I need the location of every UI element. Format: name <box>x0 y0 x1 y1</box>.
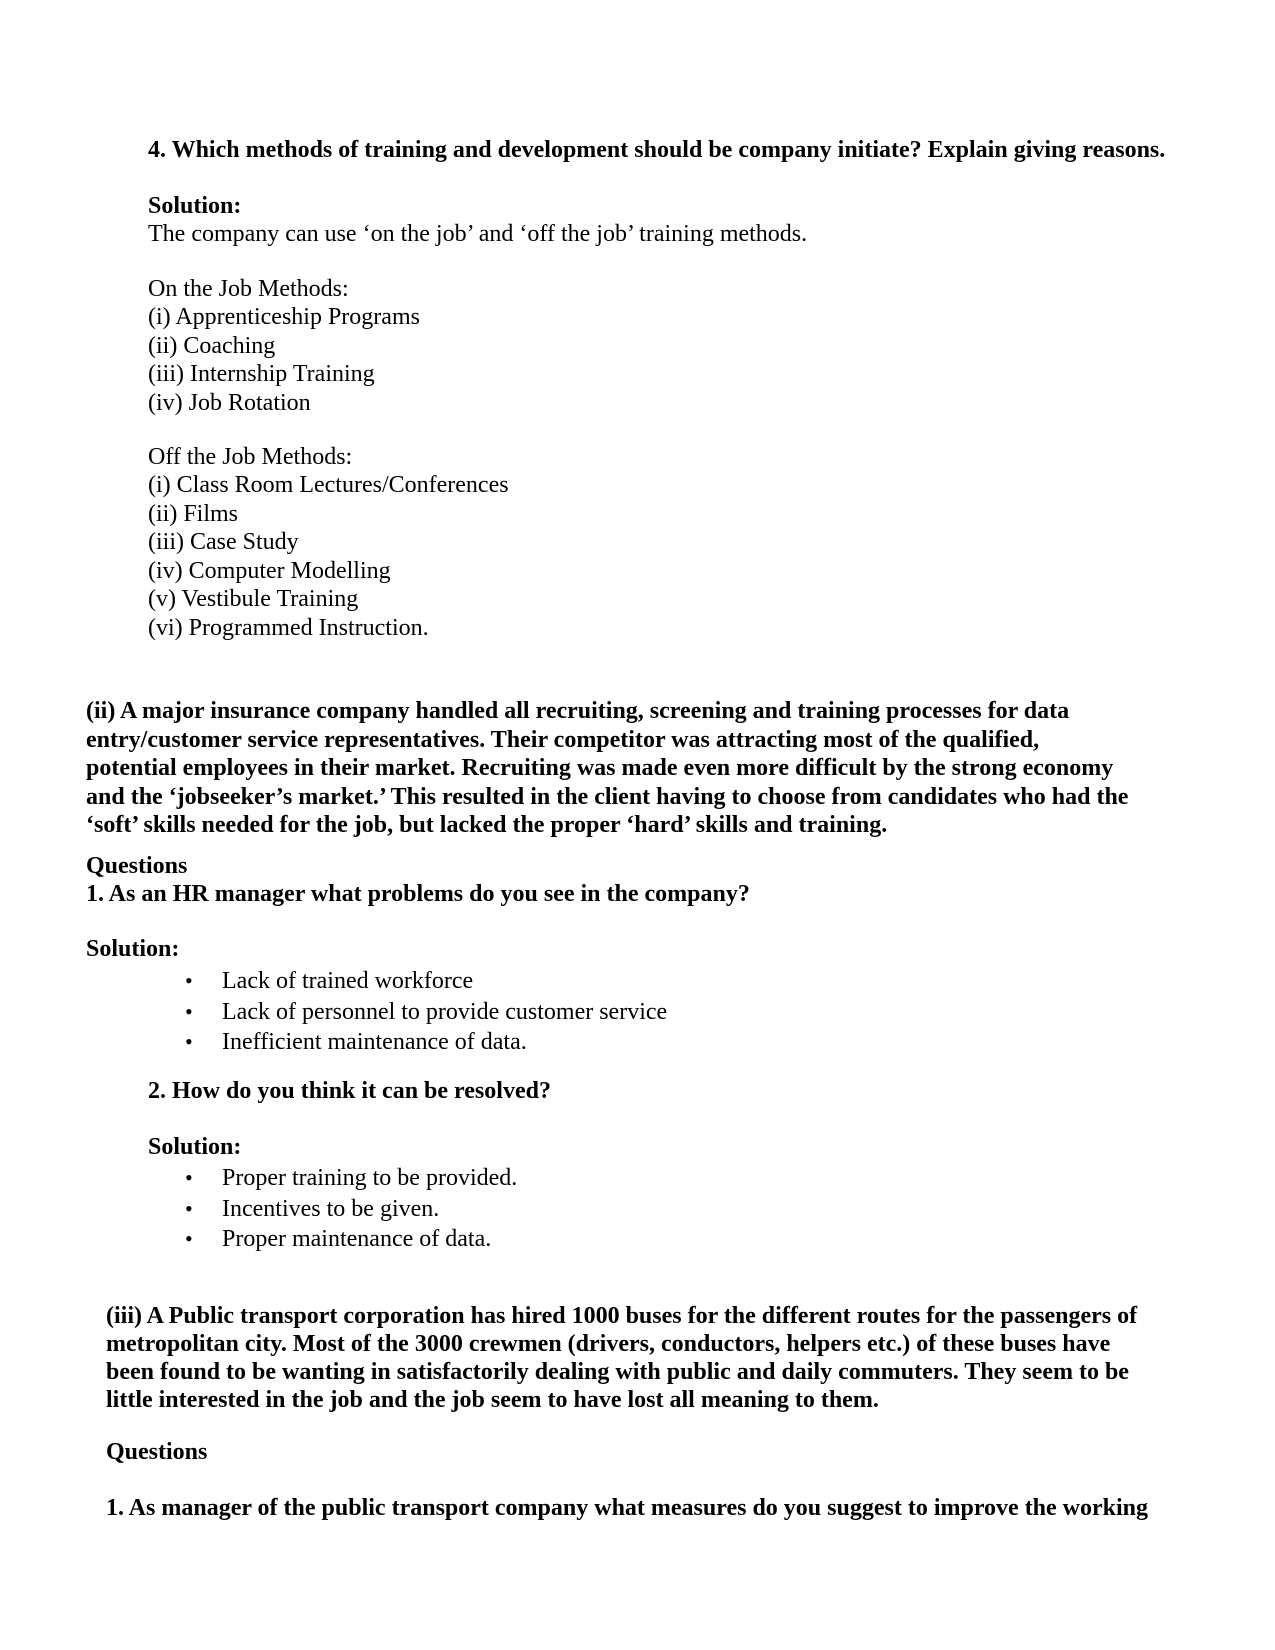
paragraph-line: and the ‘jobseeker’s market.’ This resulted in the client having to choose from candidates who had the <box>86 783 1129 810</box>
bullet-icon: • <box>185 1165 193 1190</box>
on-job-list <box>148 303 420 417</box>
paragraph-line: ‘soft’ skills needed for the job, but lacked the proper ‘hard’ skills and training. <box>86 812 888 838</box>
q4-solution-text: The company can use ‘on the job’ and ‘off the job’ training methods. <box>148 221 808 247</box>
case-ii-questions-label: Questions <box>86 853 188 879</box>
list-item: • Incentives to be given. <box>222 1194 517 1225</box>
case-iii-question-1: 1. As manager of the public transport company what measures do you suggest to improve the working <box>106 1495 1149 1521</box>
case-ii-question-2: 2. How do you think it can be resolved? <box>148 1078 551 1104</box>
question-4: 4. Which methods of training and development should be company initiate? Explain giving reasons. <box>148 137 1166 163</box>
list-item: (v) Vestibule Training <box>148 586 359 612</box>
list-item: (i) Class Room Lectures/Conferences <box>148 472 509 498</box>
bullet-icon: • <box>185 1195 193 1221</box>
list-item: • Proper maintenance of data. <box>222 1224 517 1255</box>
list-item: • Proper training to be provided. <box>222 1163 517 1194</box>
case-ii-question-1: 1. As an HR manager what problems do you see in the company? <box>86 881 750 907</box>
case-ii-q1-solution-label: Solution: <box>86 936 180 962</box>
paragraph-line: been found to be wanting in satisfactorily dealing with public and daily commuters. They seem to be <box>106 1359 1129 1385</box>
paragraph-line: (iii) A Public transport corporation has hired 1000 buses for the different routes for the passengers of <box>106 1303 1138 1329</box>
list-item: • Lack of trained workforce <box>222 966 667 997</box>
list-item: (iv) Computer Modelling <box>148 557 391 584</box>
off-job-heading: Off the Job Methods: <box>148 444 353 470</box>
bullet-icon: • <box>185 1226 193 1251</box>
list-item: • Inefficient maintenance of data. <box>222 1027 667 1058</box>
bullet-icon: • <box>185 968 193 993</box>
case-ii-q2-bullets <box>185 1163 518 1255</box>
list-item: (iii) Case Study <box>148 529 299 555</box>
list-item: • Lack of personnel to provide customer service <box>222 997 667 1028</box>
paragraph-line: entry/customer service representatives. Their competitor was attracting most of the qualified, <box>86 726 1040 753</box>
case-iii-questions-label: Questions <box>106 1439 208 1465</box>
on-job-heading: On the Job Methods: <box>148 276 349 302</box>
paragraph-line: potential employees in their market. Recruiting was made even more difficult by the strong economy <box>86 755 1114 781</box>
bullet-icon: • <box>185 1029 193 1054</box>
off-job-list <box>148 471 509 642</box>
paragraph-line: metropolitan city. Most of the 3000 crewmen (drivers, conductors, helpers etc.) of these buses have <box>106 1331 1111 1357</box>
paragraph-line: little interested in the job and the job seem to have lost all meaning to them. <box>106 1387 879 1413</box>
case-ii-paragraph <box>86 697 1128 840</box>
case-iii-paragraph <box>106 1302 1137 1414</box>
paragraph-line: (ii) A major insurance company handled all recruiting, screening and training processes for data <box>86 698 1070 724</box>
list-item: (ii) Films <box>148 500 239 527</box>
list-item: (iii) Internship Training <box>148 361 375 387</box>
list-item: (ii) Coaching <box>148 332 276 359</box>
list-item: (vi) Programmed Instruction. <box>148 614 429 641</box>
bullet-icon: • <box>185 998 193 1024</box>
list-item: (iv) Job Rotation <box>148 389 311 416</box>
case-ii-q2-solution-label: Solution: <box>148 1134 242 1160</box>
q4-solution-label: Solution: <box>148 193 242 219</box>
list-item: (i) Apprenticeship Programs <box>148 304 420 330</box>
case-ii-q1-bullets <box>185 966 668 1058</box>
